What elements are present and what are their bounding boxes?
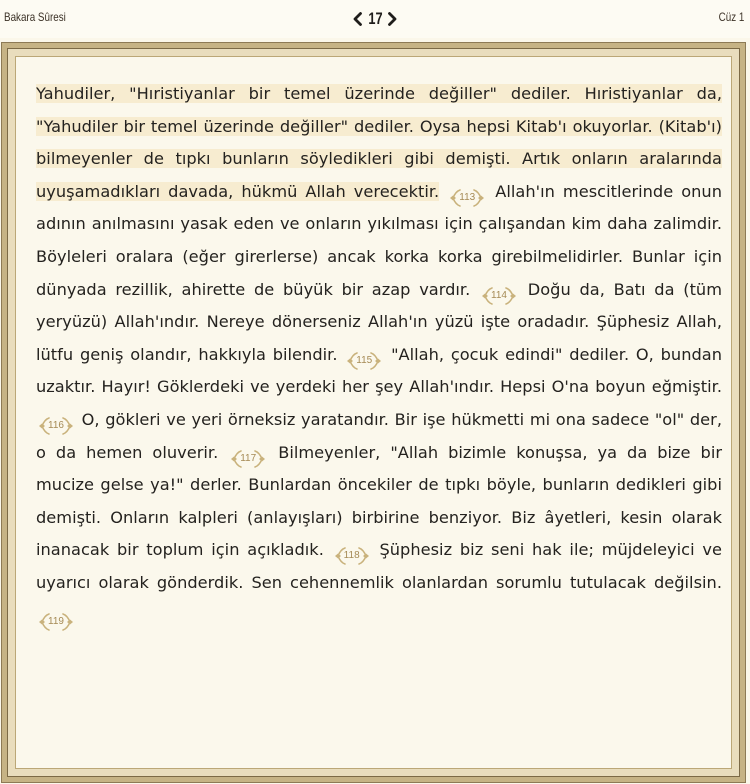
chevron-right-icon[interactable] bbox=[387, 12, 398, 26]
chevron-left-icon[interactable] bbox=[352, 12, 363, 26]
ayah-marker-114[interactable] bbox=[480, 286, 518, 306]
verse-text-114[interactable]: Allah'ın mescitlerinde onun adının anılmasını yasak eden ve onların yıkılması için çalışandan kim daha zalimdir. Böyleleri oralara (eğer girerlerse) ancak korka korka girebilmelidirler. Bunlar için dünyada rezillik, ahirette de büyük bir azap vardır. bbox=[36, 181, 722, 299]
ayah-number-119: 119 bbox=[47, 615, 64, 627]
page-frame bbox=[1, 42, 746, 783]
page-frame-inner bbox=[7, 48, 740, 777]
ayah-number-115: 115 bbox=[356, 354, 373, 366]
page-number: 17 bbox=[367, 9, 383, 28]
ayah-number-117: 117 bbox=[240, 452, 257, 464]
verse-text-113[interactable]: Yahudiler, "Hıristiyanlar bir temel üzerinde değiller" dediler. Hıristiyanlar da, "Yahudiler bir temel üzerinde değiller" dediler. Oysa hepsi Kitab'ı okuyorlar. (Kitab'ı) bilmeyenler de tıpkı bunların söyledikleri gibi demişti. Artık onların aralarında uyuşamadıkları davada, hükmü Allah verecektir. bbox=[36, 84, 722, 201]
ayah-marker-119[interactable] bbox=[37, 612, 75, 632]
verse-text-115[interactable]: Doğu da, Batı da (tüm yeryüzü) Allah'ındır. Nereye dönerseniz Allah'ın yüzü işte oradadır. Şüphesiz Allah, lütfu geniş olandır, hakkıyla bilendir. bbox=[36, 279, 723, 364]
ayah-number-113: 113 bbox=[459, 191, 476, 203]
top-bar bbox=[0, 0, 750, 38]
ayah-number-118: 118 bbox=[343, 550, 360, 562]
ayah-marker-118[interactable] bbox=[333, 546, 371, 566]
verse-text-117[interactable]: O, gökleri ve yeri örneksiz yaratandır. Bir işe hükmetti mi ona sadece "ol" der, o da hemen oluverir. bbox=[36, 409, 722, 462]
ayah-number-116: 116 bbox=[47, 419, 64, 431]
mushaf-page bbox=[15, 56, 732, 769]
ayah-marker-113[interactable] bbox=[448, 188, 486, 208]
ayah-marker-116[interactable] bbox=[37, 416, 75, 436]
verse-text-119[interactable]: Şüphesiz biz seni hak ile; müjdeleyici ve uyarıcı olarak gönderdik. Sen cehennemlik olanlardan sorumlu tutulacak değilsin. bbox=[36, 540, 722, 592]
ayah-marker-117[interactable] bbox=[229, 449, 267, 469]
translation-text bbox=[36, 78, 722, 632]
juz-label: Cüz 1 bbox=[718, 10, 744, 24]
ayah-number-114: 114 bbox=[491, 289, 508, 301]
ayah-marker-115[interactable] bbox=[345, 351, 383, 371]
verse-text-116[interactable]: "Allah, çocuk edindi" dediler. O, bundan uzaktır. Hayır! Göklerdeki ve yerdeki her şey Allah'ındır. Hepsi O'na boyun eğmiştir. bbox=[36, 344, 723, 397]
surah-name: Bakara Sûresi bbox=[4, 10, 66, 24]
verse-text-118[interactable]: Bilmeyenler, "Allah bizimle konuşsa, ya da bize bir mucize gelse ya!" derler. Bunlardan öncekiler de tıpkı böyle, bunların dedikleri gibi demişti. Onların kalpleri (anlayışları) birbirine benziyor. Biz âyetleri, kesin olarak inanacak bir toplum için açıkladık. bbox=[36, 442, 723, 560]
page-navigator bbox=[350, 6, 400, 32]
